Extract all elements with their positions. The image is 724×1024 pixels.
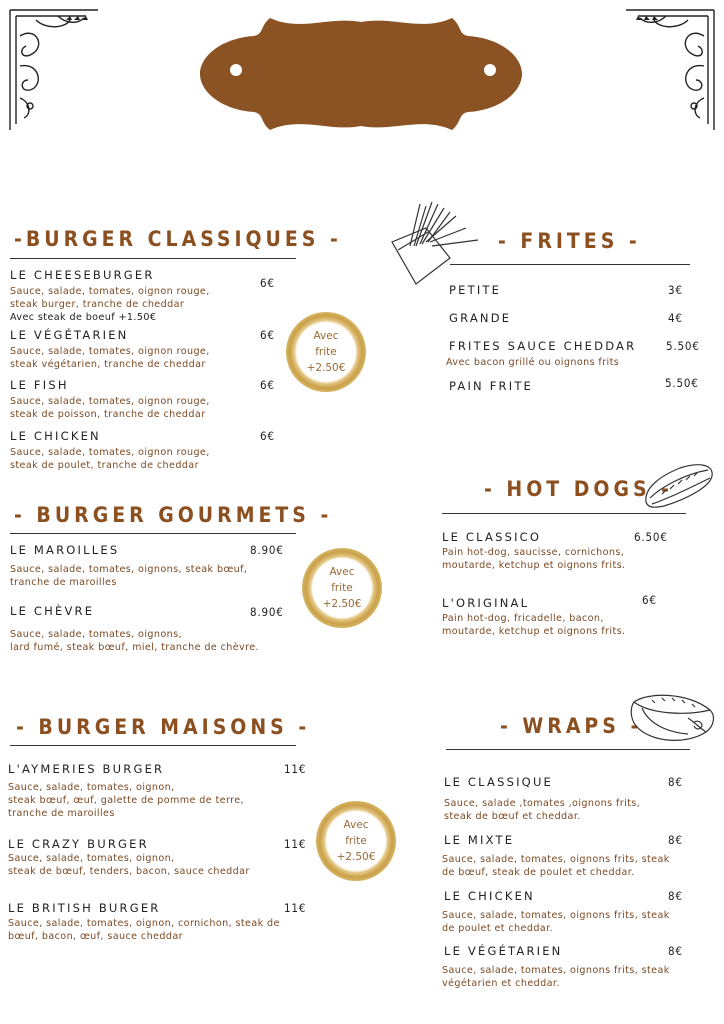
section-title-gourmets: - BURGER GOURMETS - — [14, 503, 333, 527]
hot-dog-illustration-icon — [640, 458, 718, 514]
item-name: PAIN FRITE — [449, 379, 534, 393]
corner-ornament-top-right-icon — [622, 6, 718, 134]
item-name: LE MAROILLES — [10, 543, 120, 557]
item-name: LE CHICKEN — [444, 889, 535, 903]
item-price: 4€ — [668, 311, 683, 325]
item-name: GRANDE — [449, 311, 512, 325]
item-price: 6.50€ — [634, 530, 668, 544]
divider — [446, 749, 690, 750]
fries-badge: Avec frite +2.50€ — [286, 312, 366, 392]
item-description: Pain hot-dog, saucisse, cornichons, moutarde, ketchup et oignons frits. — [442, 547, 626, 571]
item-price: 8€ — [668, 889, 683, 903]
item-description: Sauce, salade, tomates, oignon rouge, steak de poulet, tranche de cheddar — [10, 447, 210, 471]
item-description: Sauce, salade, tomates, oignon rouge, steak végétarien, tranche de cheddar — [10, 346, 210, 370]
section-title-hotdogs: - HOT DOGS - — [484, 477, 674, 501]
item-price: 5.50€ — [665, 376, 699, 390]
divider — [442, 513, 686, 514]
section-title-wraps: - WRAPS - — [500, 714, 643, 738]
item-price: 8€ — [668, 944, 683, 958]
item-name: LE VÉGÉTARIEN — [10, 328, 129, 342]
fries-badge: Avec frite +2.50€ — [316, 801, 396, 881]
item-name: LE CHEESEBURGER — [10, 268, 155, 282]
wrap-illustration-icon — [628, 686, 718, 750]
item-price: 6€ — [260, 378, 275, 392]
fries-illustration-icon — [386, 198, 482, 288]
item-price: 6€ — [642, 593, 657, 607]
item-description: Pain hot-dog, fricadelle, bacon, moutarde, ketchup et oignons frits. — [442, 613, 626, 637]
item-name: L'AYMERIES BURGER — [8, 762, 165, 776]
item-name: LE FISH — [10, 378, 69, 392]
item-price: 6€ — [260, 276, 275, 290]
item-name: LE CHICKEN — [10, 429, 101, 443]
item-price: 6€ — [260, 328, 275, 342]
section-title-maisons: - BURGER MAISONS - — [16, 715, 311, 739]
item-description: Sauce, salade, tomates, oignons frits, steak végétarien et cheddar. — [442, 965, 670, 989]
item-description: Sauce, salade, tomates, oignon, steak bœuf, œuf, galette de pomme de terre, tranche de maroilles — [8, 782, 245, 819]
item-name: LE BRITISH BURGER — [8, 901, 161, 915]
section-title-classiques: -BURGER CLASSIQUES - — [14, 227, 342, 251]
item-name: LE CLASSICO — [442, 530, 542, 544]
corner-ornament-top-left-icon — [6, 6, 102, 134]
item-name: LE CHÈVRE — [10, 604, 95, 618]
item-price: 8.90€ — [250, 605, 284, 619]
item-description: Sauce, salade, tomates, oignons, steak bœuf, tranche de maroilles — [10, 564, 248, 588]
item-price: 11€ — [284, 837, 307, 851]
title-plaque — [200, 14, 522, 134]
item-description: Sauce, salade, tomates, oignon, cornichon, steak de bœuf, bacon, œuf, sauce cheddar — [8, 918, 280, 942]
item-name: PETITE — [449, 283, 502, 297]
divider — [10, 533, 296, 534]
section-title-frites: - FRITES - — [498, 229, 641, 253]
item-price: 11€ — [284, 762, 307, 776]
item-name: LE CLASSIQUE — [444, 775, 554, 789]
item-name: LE VÉGÉTARIEN — [444, 944, 563, 958]
item-description: Sauce, salade, tomates, oignons, lard fumé, steak bœuf, miel, tranche de chèvre. — [10, 629, 259, 653]
fries-badge: Avec frite +2.50€ — [302, 548, 382, 628]
divider — [10, 745, 296, 746]
item-name: LE MIXTE — [444, 833, 515, 847]
item-name: FRITES SAUCE CHEDDAR — [449, 339, 637, 353]
item-price: 8€ — [668, 833, 683, 847]
item-price: 5.50€ — [666, 339, 700, 353]
item-description: Sauce, salade, tomates, oignon rouge, steak de poisson, tranche de cheddar — [10, 396, 210, 420]
divider — [10, 258, 296, 259]
item-price: 6€ — [260, 429, 275, 443]
item-price: 11€ — [284, 901, 307, 915]
item-name: L'ORIGINAL — [442, 596, 530, 610]
item-description: Sauce, salade, tomates, oignons frits, steak de poulet et cheddar. — [442, 910, 670, 934]
item-price: 8.90€ — [250, 543, 284, 557]
item-price: 8€ — [668, 775, 683, 789]
item-description: Sauce, salade ,tomates ,oignons frits, steak de bœuf et cheddar. — [444, 798, 641, 822]
item-price: 3€ — [668, 283, 683, 297]
divider — [450, 264, 690, 265]
item-description: Sauce, salade, tomates, oignon, steak de bœuf, tenders, bacon, sauce cheddar — [8, 853, 250, 877]
item-description: Sauce, salade, tomates, oignons frits, steak de bœuf, steak de poulet et cheddar. — [442, 854, 670, 878]
item-name: LE CRAZY BURGER — [8, 837, 149, 851]
item-description: Avec bacon grillé ou oignons frits — [446, 357, 620, 368]
item-description: Sauce, salade, tomates, oignon rouge, steak burger, tranche de cheddar Avec steak de boeuf +1.50€ — [10, 286, 210, 323]
